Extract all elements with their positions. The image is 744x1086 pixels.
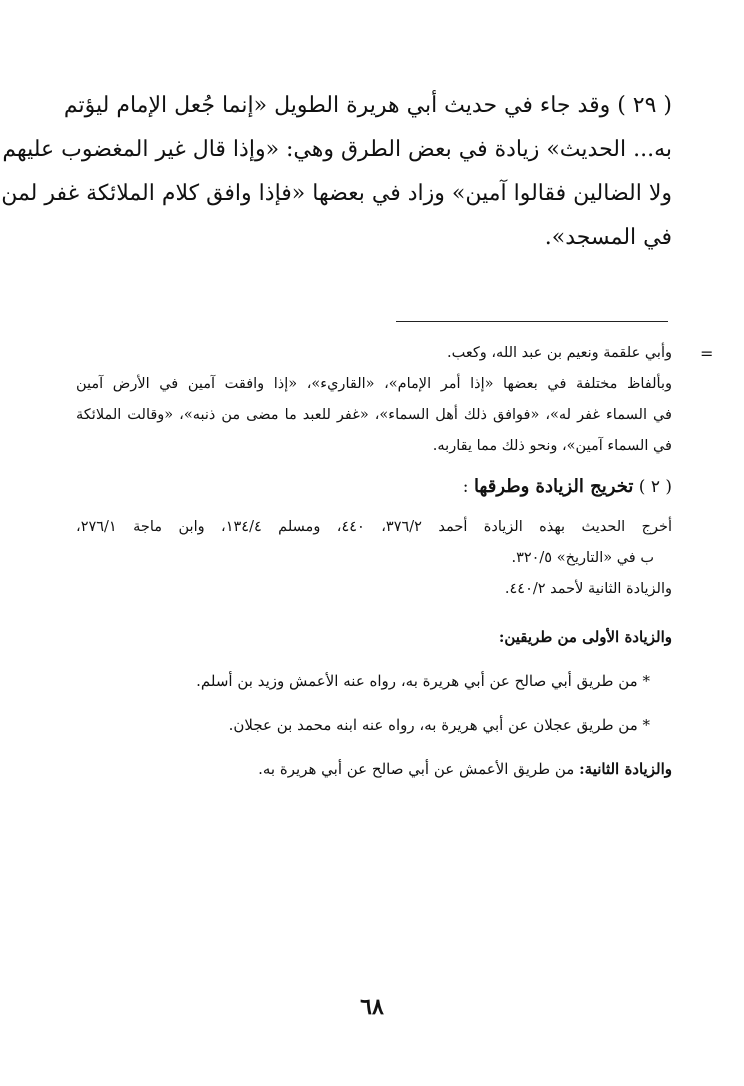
footnote-line-3: في السماء غفر له»، «فوافق ذلك أهل السماء»، «غفر للعبد ما مضى من ذنبه»، «وقالت الملائكة xyxy=(76,407,672,423)
second-addition-line xyxy=(76,752,672,786)
first-addition-label: والزيادة الأولى من طريقين: xyxy=(498,628,672,646)
footnote-block xyxy=(76,338,672,462)
section-number: ( ٢ ) xyxy=(638,477,672,497)
second-addition-label: والزيادة الثانية: xyxy=(579,760,672,778)
ways-block xyxy=(76,620,672,786)
footnote-continuation-mark: = xyxy=(700,344,714,363)
footnote-line-2: وبألفاظ مختلفة في بعضها «إذا أمر الإمام»، «القاريء»، «إذا وافقت آمين في الأرض آمين xyxy=(76,376,672,392)
second-addition-text: من طريق الأعمش عن أبي صالح عن أبي هريرة به. xyxy=(258,760,580,778)
footnote-line-4: في السماء آمين»، ونحو ذلك مما يقاربه. xyxy=(432,438,672,454)
way-item-1: * من طريق أبي صالح عن أبي هريرة به، رواه عنه الأعمش وزيد بن أسلم. xyxy=(196,672,650,690)
footnote-separator xyxy=(396,321,668,322)
takhrij-block xyxy=(76,512,672,605)
section-heading xyxy=(76,472,672,502)
takhrij-line-2: ب في «التاريخ» ٣٢٠/٥. xyxy=(511,550,654,566)
takhrij-line-1: أخرج الحديث بهذه الزيادة أحمد ٣٧٦/٢، ٤٤٠، ومسلم ١٣٤/٤، وابن ماجة ٢٧٦/١، xyxy=(76,519,672,535)
main-line-4: في المسجد». xyxy=(544,225,672,250)
main-paragraph xyxy=(1,84,672,260)
main-line-3: ولا الضالين فقالوا آمين» وزاد في بعضها «فإذا وافق كلام الملائكة غفر لمن xyxy=(1,181,672,206)
section-title: تخريج الزيادة وطرقها xyxy=(473,476,634,497)
main-line-1: ( ٢٩ ) وقد جاء في حديث أبي هريرة الطويل «إنما جُعل الإمام ليؤتم xyxy=(63,93,672,118)
page-number: ٦٨ xyxy=(360,994,384,1020)
takhrij-line-3: والزيادة الثانية لأحمد ٤٤٠/٢. xyxy=(504,581,672,597)
footnote-line-1: وأبي علقمة ونعيم بن عبد الله، وكعب. xyxy=(447,345,672,361)
way-item-2: * من طريق عجلان عن أبي هريرة به، رواه عنه ابنه محمد بن عجلان. xyxy=(228,716,650,734)
main-line-2: به... الحديث» زيادة في بعض الطرق وهي: «وإذا قال غير المغضوب عليهم xyxy=(2,137,672,162)
section-colon: : xyxy=(462,477,469,497)
